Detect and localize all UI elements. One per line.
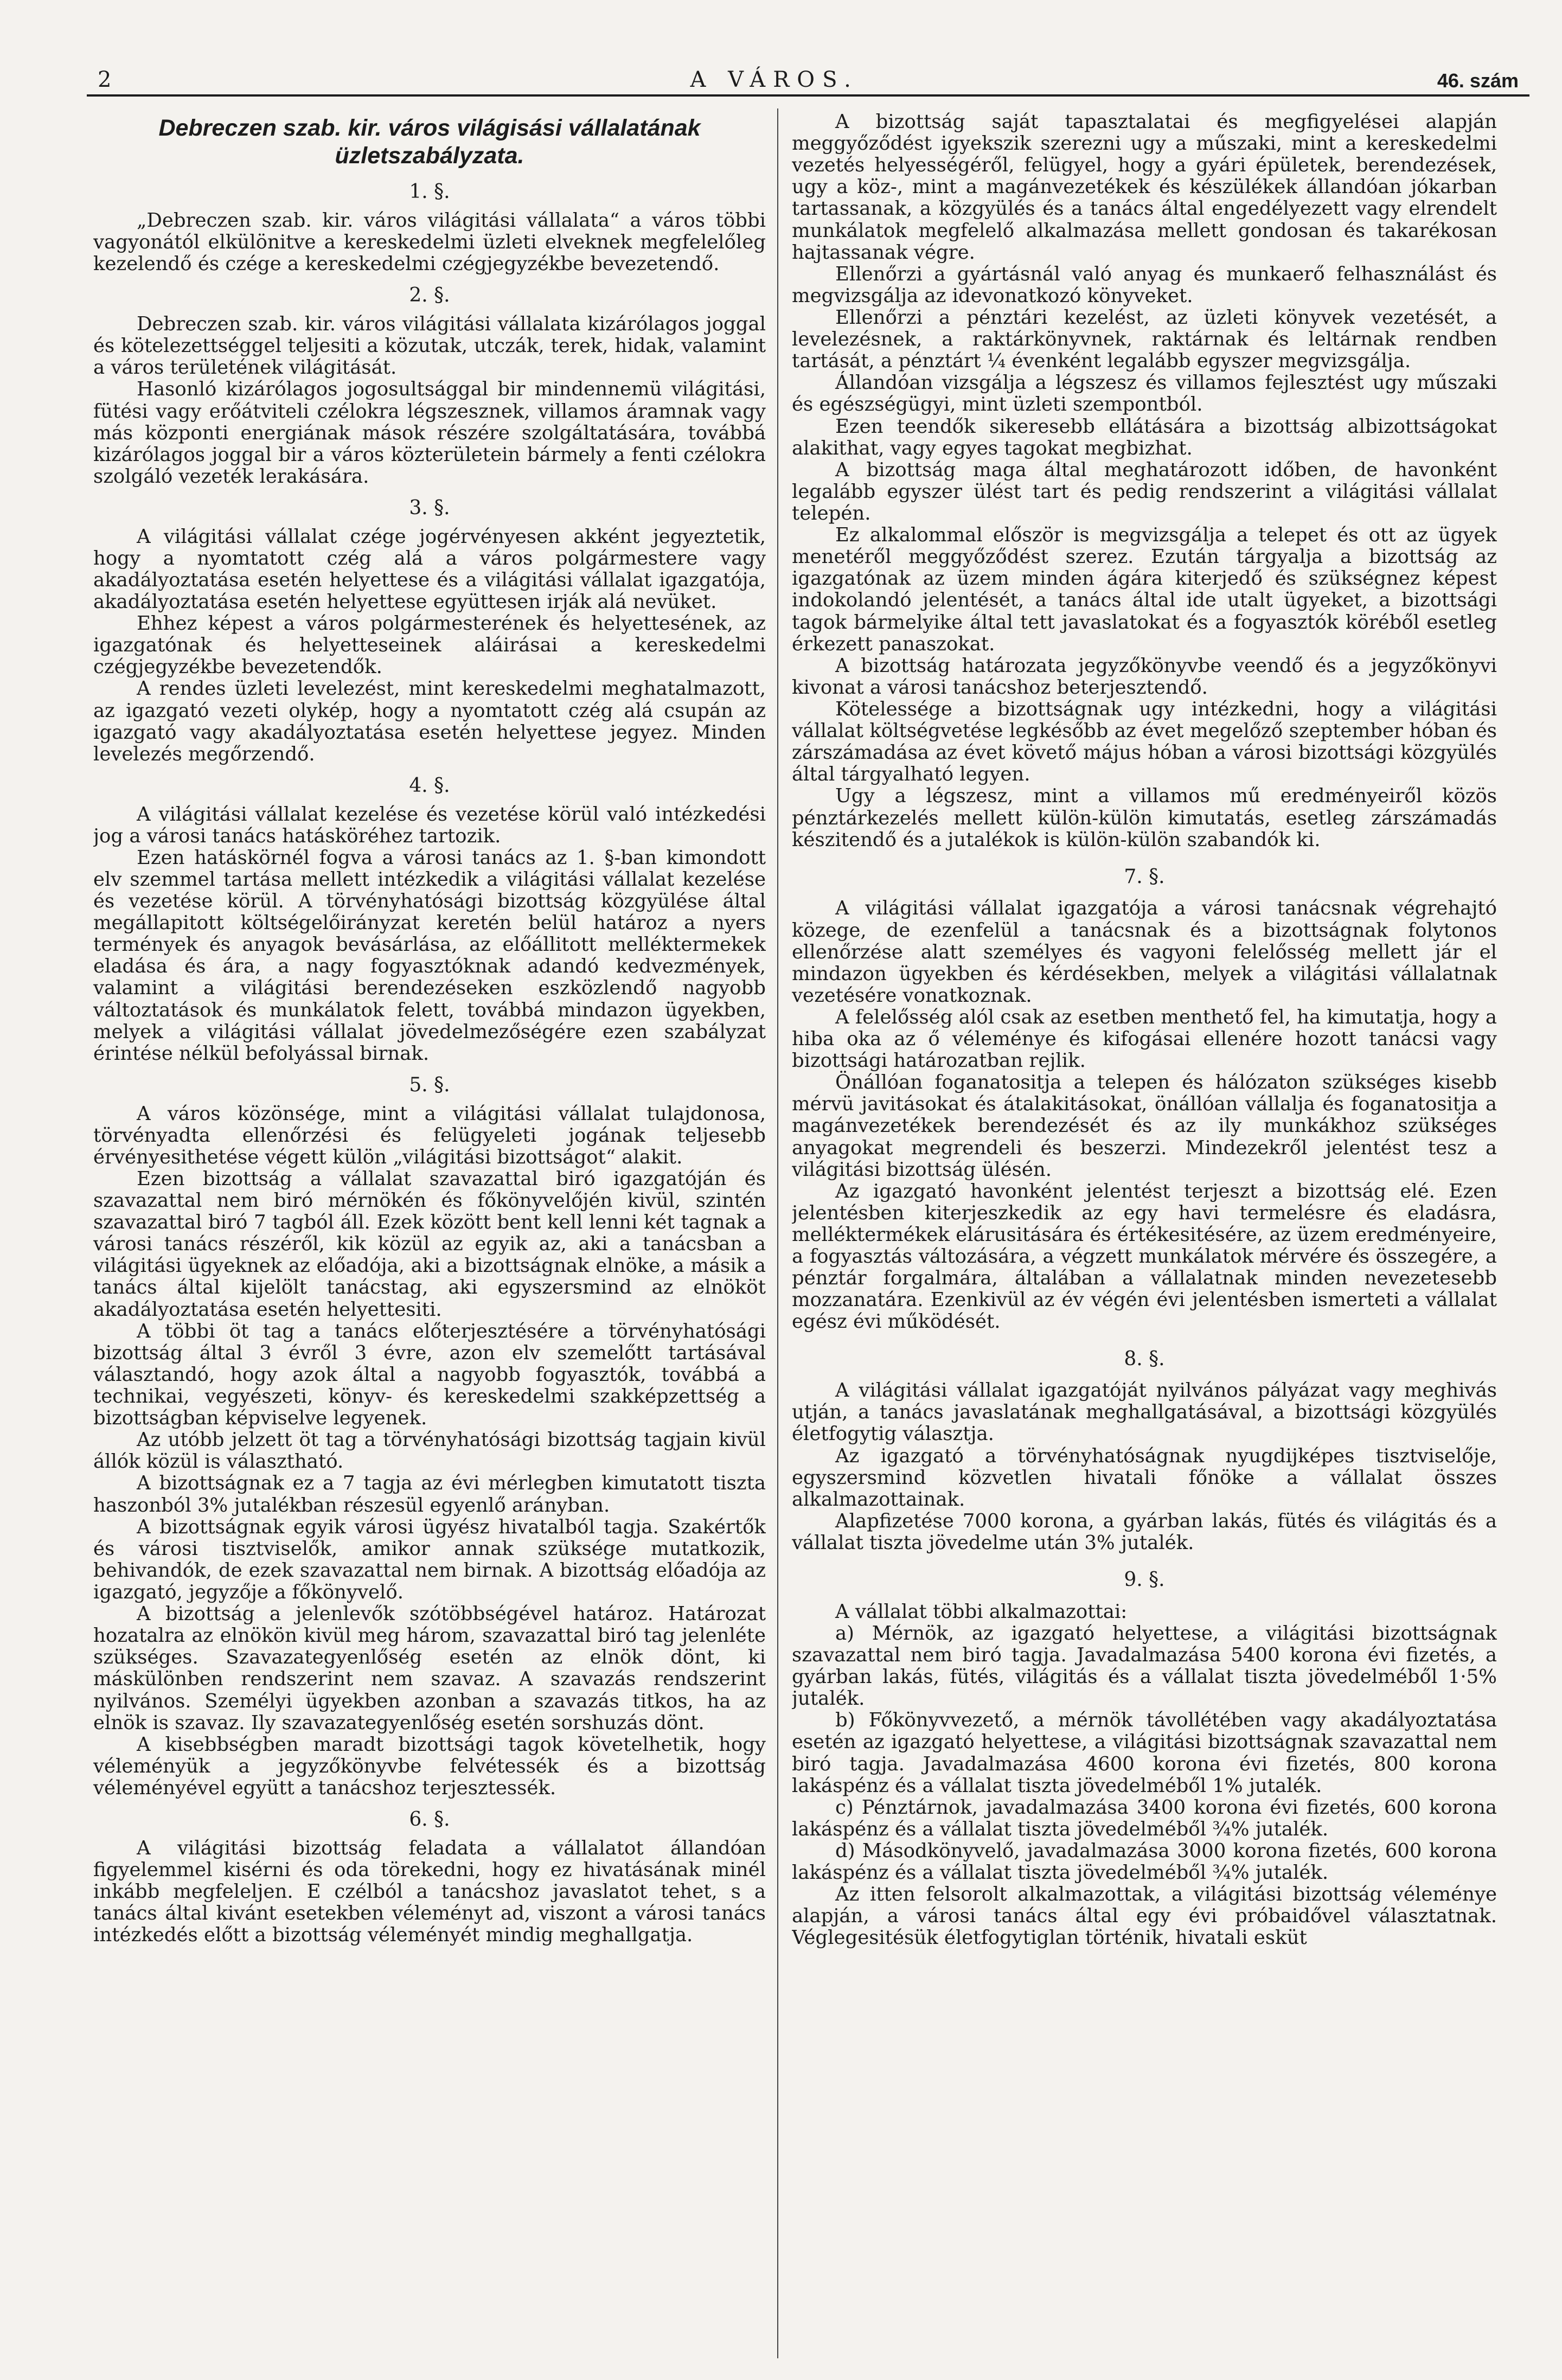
- paragraph: A város közönsége, mint a világitási vállalat tulajdonosa, törvényadta ellenőrzési és felügyeleti jogának teljesebb érvényesithetése végett külön „világitási bizottságot“ alakit.: [93, 1102, 766, 1168]
- paragraph: Az utóbb jelzett öt tag a törvényhatósági bizottság tagjain kivül állók közül is választható.: [93, 1429, 766, 1473]
- paragraph: Ehhez képest a város polgármesterének és helyettesének, az igazgatónak és helyetteseinek aláirásai a kereskedelmi czégjegyzékbe bevezetendők.: [93, 612, 766, 679]
- section-heading: 8. §.: [1124, 1347, 1165, 1370]
- section-heading: 4. §.: [409, 774, 450, 797]
- paragraph: Önállóan foganatositja a telepen és hálózaton szükséges kisebb mérvü javitásokat és átalakitásokat, önállóan vállalja és foganatositja a magánvezetékek berendezését és az ily munkákhoz szükséges anyagokat megrendeli és beszerzi. Mindezekről jelentést tesz a világitási bizottság ülésén.: [792, 1071, 1497, 1181]
- paragraph: „Debreczen szab. kir. város világitási vállalata“ a város többi vagyonától elkülönitve a kereskedelmi üzleti elveknek megfelelőleg kezelendő és czége a kereskedelmi czégjegyzékbe bevezetendő.: [93, 209, 766, 276]
- paragraph: A bizottságnak ez a 7 tagja az évi mérlegben kimutatott tiszta haszonból 3% jutalékban részesül egyenlő arányban.: [93, 1472, 766, 1517]
- paragraph: A világitási vállalat kezelése és vezetése körül való intézkedési jog a városi tanács hatásköréhez tartozik.: [93, 803, 766, 847]
- paragraph: Hasonló kizárólagos jogosultsággal bir mindennemü világitási, fütési vagy erőátviteli czélokra légszesznek, villamos áramnak vagy más központi energiának mások részére szolgáltatására, továbbá kizárólagos joggal bir a város közterületein bármely a fenti czélokra szolgáló vezeték lerakására.: [93, 378, 766, 488]
- paragraph: b) Főkönyvvezető, a mérnök távollétében vagy akadályoztatása esetén az igazgató helyettese, a világitási bizottságnak szavazattal nem biró tagja. Javadalmazása 4600 korona évi fizetés, 800 korona lakáspénz és a vállalat tiszta jövedelméből 1% jutalék.: [792, 1709, 1497, 1797]
- section-heading: 9. §.: [1124, 1569, 1165, 1591]
- paragraph: Ez alkalommal először is megvizsgálja a telepet és ott az ügyek menetéről meggyőződést szerez. Ezután tárgyalja a bizottság az igazgatónak az üzem minden ágára kiterjedő és szükségnez képest indokolandó jelentését, a tanács által ide utalt ügyeket, a bizottsági tagok bármelyike által tett javaslatokat és a fogyasztók köréből esetleg érkezett panaszokat.: [792, 524, 1497, 655]
- section-heading: 2. §.: [409, 284, 450, 307]
- section-heading: 7. §.: [1124, 865, 1165, 888]
- paragraph: A bizottságnak egyik városi ügyész hivatalból tagja. Szakértők és városi tisztviselők, amikor annak szüksége mutatkozik, behivandók, de ezek szavazattal nem birnak. A bizottság előadója az igazgató, jegyzője a főkönyvelő.: [93, 1515, 766, 1603]
- paragraph: A bizottság saját tapasztalatai és megfigyelései alapján meggyőződést igyekszik szerezni ugy a műszaki, mint a kereskedelmi vezetés helyességéről, felügyel, hogy a gyári épületek, berendezések, ugy a köz-, mint a magánvezetékek és készülékek állandóan jókarban tartassanak, a közgyülés és a tanács által engedélyezett vagy elrendelt munkálatok megfelelő alkalmazása mellett gondosan és takarékosan hajtassanak végre.: [792, 111, 1497, 264]
- paragraph: Ellenőrzi a gyártásnál való anyag és munkaerő felhasználást és megvizsgálja az idevonatkozó könyveket.: [792, 263, 1497, 307]
- paragraph: A többi öt tag a tanács előterjesztésére a törvényhatósági bizottság által 3 évről 3 évre, azon elv szemelőtt tartásával választandó, hogy azok által a nagyobb fogyasztók, továbbá a technikai, vegyészeti, könyv- és kereskedelmi szakképzettség a bizottságban képviselve legyenek.: [93, 1320, 766, 1430]
- section-heading: 3. §.: [409, 497, 450, 520]
- paragraph: A vállalat többi alkalmazottai:: [835, 1600, 1128, 1623]
- paragraph: A világitási bizottság feladata a vállalatot állandóan figyelemmel kisérni és oda törekedni, hogy ez hivatásának minél inkább megfeleljen. E czélból a tanácshoz javaslatot tehet, s a tanács által kivánt esetekben véleményt ad, viszont a városi tanács intézkedés előtt a bizottság véleményét mindig meghallgatja.: [93, 1837, 766, 1947]
- paragraph: Debreczen szab. kir. város világitási vállalata kizárólagos joggal és kötelezettséggel teljesiti a közutak, utczák, terek, hidak, valamint a város területének világitását.: [93, 313, 766, 379]
- left-column: [93, 111, 766, 2353]
- header-rule: [87, 94, 1529, 97]
- paragraph: a) Mérnök, az igazgató helyettese, a világitási bizottságnak szavazattal nem biró tagja. Javadalmazása 5400 korona évi fizetés, a gyárban lakás, fütés, világitás és a vállalat tiszta jövedelméből 1·5% jutalék.: [792, 1622, 1497, 1710]
- publication-title: A VÁROS.: [690, 67, 859, 92]
- section-heading: 1. §.: [409, 181, 450, 203]
- paragraph: Az igazgató a törvényhatóságnak nyugdijképes tisztviselője, egyszersmind közvetlen hivatali főnöke a vállalat összes alkalmazottainak.: [792, 1444, 1497, 1511]
- paragraph: Az igazgató havonként jelentést terjeszt a bizottság elé. Ezen jelentésben kiterjeszkedik az egy havi termelésre és eladásra, melléktermékek elárusitására és értékesitésére, az üzem eredményeire, a fogyasztás változására, a végzett munkálatok mérvére és összegére, a pénztár forgalmára, általában a vállalatnak minden nevezetesebb mozzanatára. Ezenkivül az év végén évi jelentésben ismerteti a vállalat egész évi működését.: [792, 1180, 1497, 1333]
- page-header: [98, 54, 1519, 94]
- paragraph: c) Pénztárnok, javadalmazása 3400 korona évi fizetés, 600 korona lakáspénz és a vállalat tiszta jövedelméből ¾% jutalék.: [792, 1796, 1497, 1840]
- paragraph: A bizottság maga által meghatározott időben, de havonként legalább egyszer ülést tart és pedig rendszerint a világitási vállalat telepén.: [792, 458, 1497, 524]
- paragraph: Ellenőrzi a pénztári kezelést, az üzleti könyvek vezetését, a levelezésnek, a raktárkönyvnek, raktárnak és leltárnak rendben tartását, a pénztárt ¼ évenként legalább egyszer megvizsgálja.: [792, 306, 1497, 373]
- paragraph: d) Másodkönyvelő, javadalmazása 3000 korona fizetés, 600 korona lakáspénz és a vállalat tiszta jövedelméből ¾% jutalék.: [792, 1840, 1497, 1884]
- paragraph: A kisebbségben maradt bizottsági tagok követelhetik, hogy véleményük a jegyzőkönyvbe felvétessék és a bizottság véleményével együtt a tanácshoz terjesztessék.: [93, 1733, 766, 1799]
- paragraph: Alapfizetése 7000 korona, a gyárban lakás, fütés és világitás és a vállalat tiszta jövedelme után 3% jutalék.: [792, 1509, 1497, 1554]
- paragraph: Ezen bizottság a vállalat szavazattal biró igazgatóján és szavazattal nem biró mérnökén és főkönyvelőjén kivül, szintén szavazattal biró 7 tagból áll. Ezek között bent kell lenni két tagnak a városi tanács részéről, kik közül az egyik az, aki a tanácsban a világitási ügyeknek az előadója, aki a bizottságnak elnöke, a másik a tanács által kijelölt tanácstag, aki egyszersmind az elnököt akadályoztatása esetén helyettesiti.: [93, 1167, 766, 1321]
- paragraph: Az itten felsorolt alkalmazottak, a világitási bizottság véleménye alapján, a városi tanács által egy évi próbaidővel választatnak. Véglegesitésük életfogytiglan történik, hivatali esküt: [792, 1883, 1497, 1949]
- paragraph: Kötelessége a bizottságnak ugy intézkedni, hogy a világitási vállalat költségvetése legkésőbb az évet megelőző szeptember hóban és zárszámadása az évet követő május hóban a városi bizottsági közgyülés által tárgyalható legyen.: [792, 698, 1497, 786]
- paragraph: Ezen teendők sikeresebb ellátására a bizottság albizottságokat alakithat, vagy egyes tagokat megbizhat.: [792, 415, 1497, 459]
- issue-number: 46. szám: [1437, 69, 1519, 92]
- paragraph: Ugy a légszesz, mint a villamos mű eredményeiről közös pénztárkezelés mellett külön-külön kimutatás, esetleg zárszámadás készitendő és a jutalékok is külön-külön szabandók ki.: [792, 785, 1497, 851]
- paragraph: Állandóan vizsgálja a légszesz és villamos fejlesztést ugy műszaki és egészségügyi, mint üzleti szempontból.: [792, 372, 1497, 416]
- paragraph: A világitási vállalat czége jogérvényesen akként jegyeztetik, hogy a nyomtatott czég alá a város polgármestere vagy akadályoztatása esetén helyettese és a világitási vállalat igazgatója, akadályoztatása esetén helyettese együttesen irják alá nevüket.: [93, 525, 766, 613]
- right-column: [792, 111, 1497, 2353]
- paragraph: Ezen hatáskörnél fogva a városi tanács az 1. §-ban kimondott elv szemmel tartása mellett intézkedik a világitási vállalat kezelése és vezetése körül. A törvényhatósági bizottság közgyülése által megállapitott költségelőirányzat keretén belül határoz a nyers termények és anyagok bevásárlása, az előállitott melléktermekek eladása és ára, a nagy fogyasztóknak adandó kedvezmények, valamint a világitási berendezéseken eszközlendő nagyobb változtatások és munkálatok felett, továbbá mindazon ügyekben, melyek a világitási vállalat jövedelmezőségére ezen szabályzat érintése nélkül befolyással birnak.: [93, 846, 766, 1065]
- article-title: Debreczen szab. kir. város világisási vállalatának üzletszabályzata.: [158, 115, 701, 169]
- paragraph: A világitási vállalat igazgatóját nyilvános pályázat vagy meghivás utján, a tanács javaslatának meghallgatásával, a bizottsági közgyülés életfogytig választja.: [792, 1379, 1497, 1445]
- paragraph: A világitási vállalat igazgatója a városi tanácsnak végrehajtó közege, de ezenfelül a tanácsnak és a bizottságnak folytonos ellenőrzése alatt személyes és vagyoni felelősség mellett jár el mindazon ügyekben és kérdésekben, melyek a világitási vállalatnak vezetésére vonatkoznak.: [792, 897, 1497, 1007]
- page-number: 2: [98, 67, 112, 92]
- paragraph: A bizottság határozata jegyzőkönyvbe veendő és a jegyzőkönyvi kivonat a városi tanácshoz beterjesztendő.: [792, 654, 1497, 699]
- paragraph: A rendes üzleti levelezést, mint kereskedelmi meghatalmazott, az igazgató vezeti olykép, hogy a nyomtatott czég alá csupán az igazgató vagy akadályoztatása esetén helyettese jegyez. Minden levelezés megőrzendő.: [93, 677, 766, 765]
- paragraph: A felelősség alól csak az esetben menthető fel, ha kimutatja, hogy a hiba oka az ő véleménye és kifogásai ellenére hozott tanácsi vagy bizottsági határozatban rejlik.: [792, 1006, 1497, 1072]
- paragraph: A bizottság a jelenlevők szótöbbségével határoz. Határozat hozatalra az elnökön kivül meg három, szavazattal biró tag jelenléte szükséges. Szavazategyenlőség esetén az elnök dönt, ki máskülönben rendszerint nem szavaz. A szavazás rendszerint nyilvános. Személyi ügyekben azonban a szavazás titkos, ha az elnök is szavaz. Ily szavazategyenlőség esetén sorshuzás dönt.: [93, 1603, 766, 1734]
- column-divider: [777, 108, 778, 2358]
- section-heading: 5. §.: [409, 1073, 450, 1096]
- section-heading: 6. §.: [409, 1808, 450, 1831]
